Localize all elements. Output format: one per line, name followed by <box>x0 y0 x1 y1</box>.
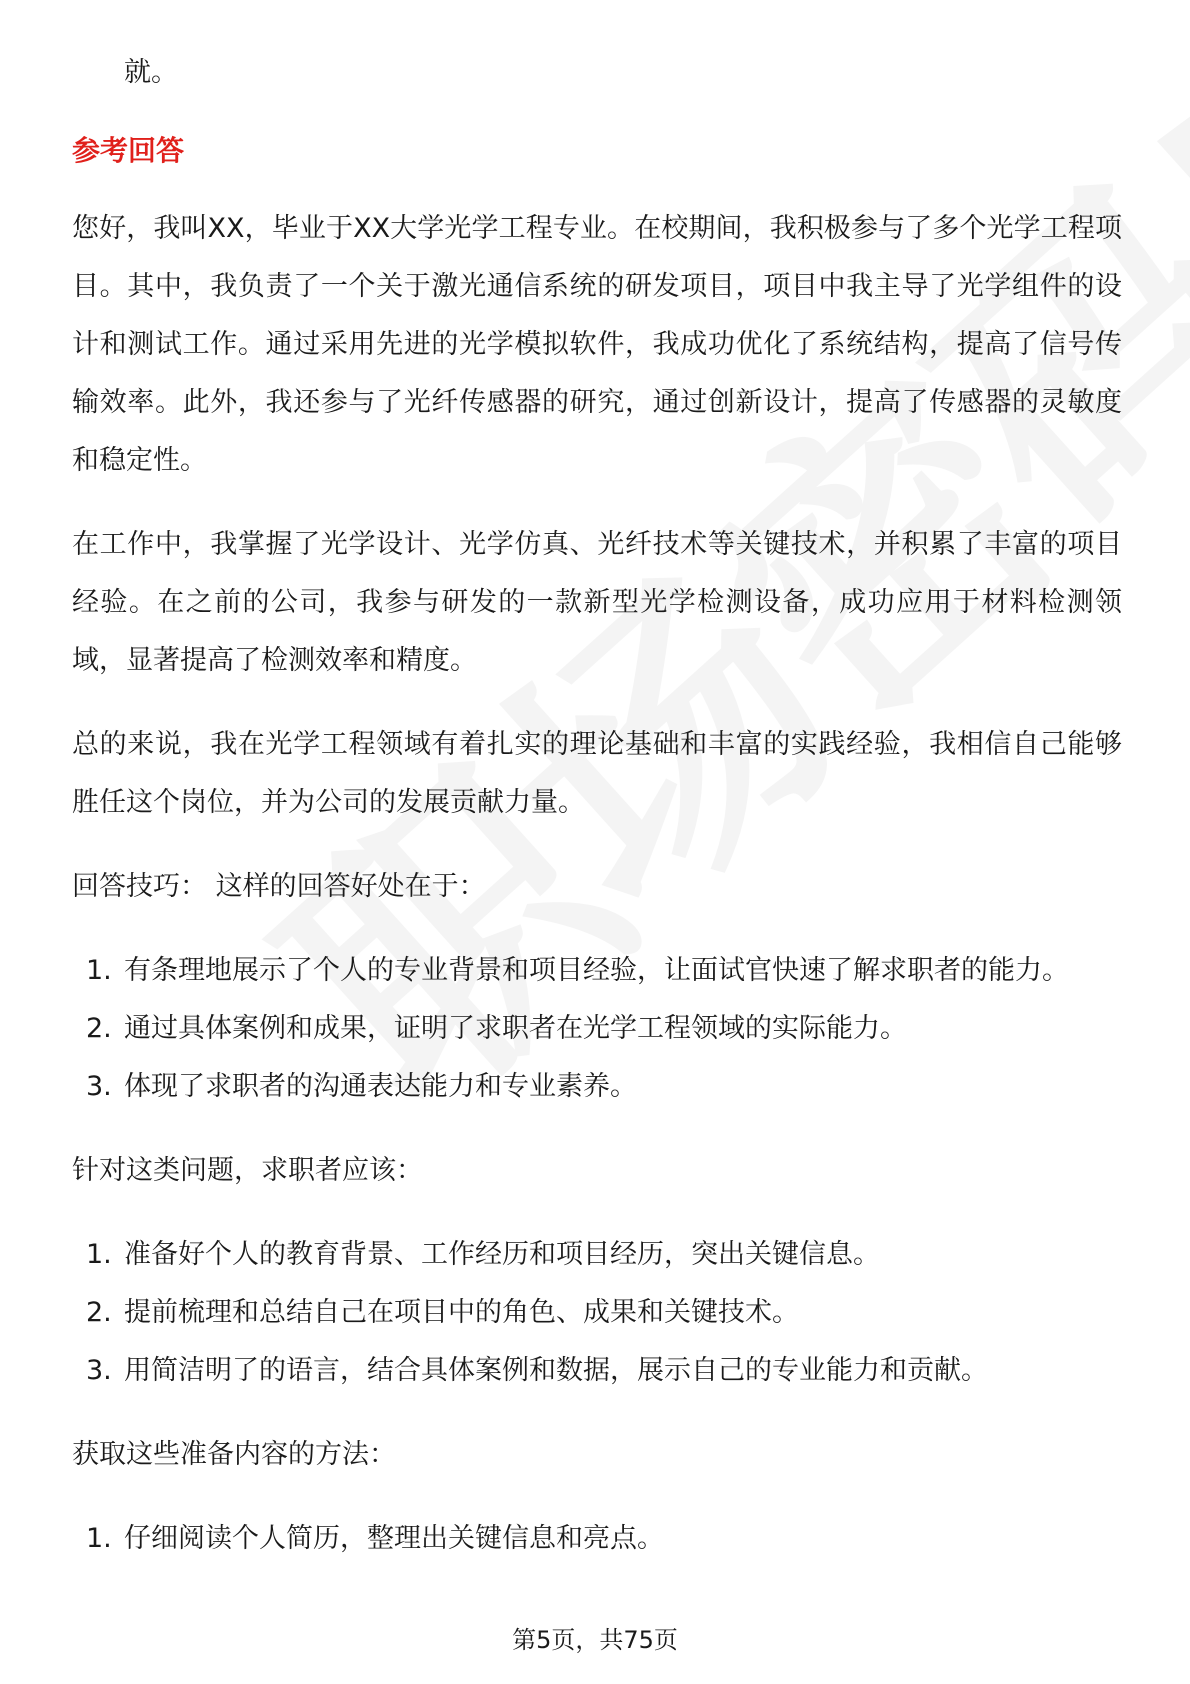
method-list <box>72 1510 1122 1568</box>
reference-answer-heading: 参考回答 <box>72 134 185 167</box>
list-item <box>72 1058 1122 1116</box>
should-intro: 针对这类问题，求职者应该： <box>72 1155 423 1186</box>
list-number: 2. <box>86 1013 112 1044</box>
answer-paragraph-3: 总的来说，我在光学工程领域有着扎实的理论基础和丰富的实践经验，我相信自己能够胜任这个岗位，并为公司的发展贡献力量。 <box>72 729 1122 818</box>
list-number: 1. <box>86 955 112 986</box>
list-text: 有条理地展示了个人的专业背景和项目经验，让面试官快速了解求职者的能力。 <box>124 955 1069 986</box>
list-item <box>72 942 1122 1000</box>
list-number: 1. <box>86 1239 112 1270</box>
list-item <box>72 1226 1122 1284</box>
list-item <box>72 1510 1122 1568</box>
continuation-text: 就。 <box>124 57 178 88</box>
content-area <box>72 44 1122 1594</box>
list-text: 提前梳理和总结自己在项目中的角色、成果和关键技术。 <box>124 1297 799 1328</box>
answer-paragraph-1: 您好，我叫XX，毕业于XX大学光学工程专业。在校期间，我积极参与了多个光学工程项目。其中，我负责了一个关于激光通信系统的研发项目，项目中我主导了光学组件的设计和测试工作。通过采用先进的光学模拟软件，我成功优化了系统结构，提高了信号传输效率。此外，我还参与了光纤传感器的研究，通过创新设计，提高了传感器的灵敏度和稳定性。 <box>72 213 1122 476</box>
list-text: 仔细阅读个人简历，整理出关键信息和亮点。 <box>124 1523 664 1554</box>
answer-paragraph-2: 在工作中，我掌握了光学设计、光学仿真、光纤技术等关键技术，并积累了丰富的项目经验。在之前的公司，我参与研发的一款新型光学检测设备，成功应用于材料检测领域，显著提高了检测效率和精度。 <box>72 529 1122 676</box>
list-item <box>72 1000 1122 1058</box>
list-number: 3. <box>86 1355 112 1386</box>
list-number: 3. <box>86 1071 112 1102</box>
page-number-footer: 第5页，共75页 <box>512 1626 678 1654</box>
list-text: 准备好个人的教育背景、工作经历和项目经历，突出关键信息。 <box>124 1239 880 1270</box>
should-list <box>72 1226 1122 1400</box>
list-text: 通过具体案例和成果，证明了求职者在光学工程领域的实际能力。 <box>124 1013 907 1044</box>
list-number: 1. <box>86 1523 112 1554</box>
tips-list <box>72 942 1122 1116</box>
list-item <box>72 1284 1122 1342</box>
method-intro: 获取这些准备内容的方法： <box>72 1439 396 1470</box>
list-text: 体现了求职者的沟通表达能力和专业素养。 <box>124 1071 637 1102</box>
list-item <box>72 1342 1122 1400</box>
list-text: 用简洁明了的语言，结合具体案例和数据，展示自己的专业能力和贡献。 <box>124 1355 988 1386</box>
list-number: 2. <box>86 1297 112 1328</box>
tips-intro: 回答技巧： 这样的回答好处在于： <box>72 871 486 902</box>
